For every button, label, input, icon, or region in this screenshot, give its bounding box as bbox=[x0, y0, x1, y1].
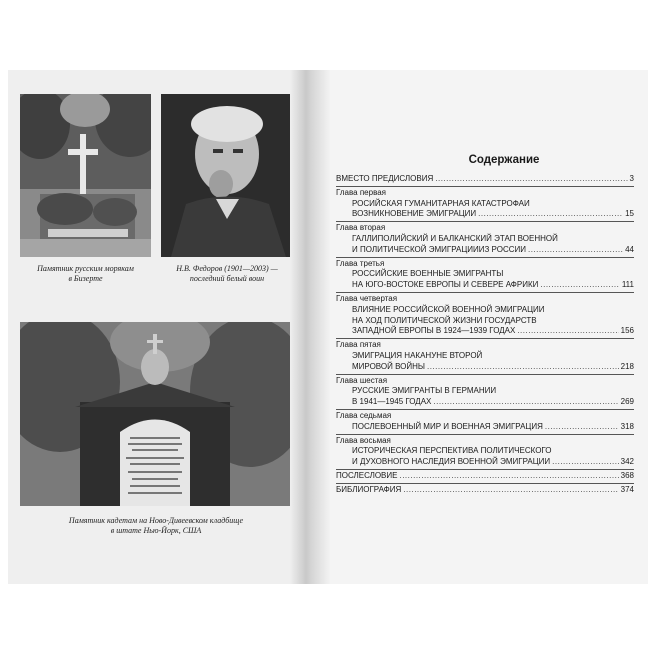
caption-line: Памятник кадетам на Ново-Дивеевском кладбище bbox=[68, 516, 244, 525]
toc-leader-dots bbox=[399, 471, 618, 481]
toc-chapter-label: Глава вторая bbox=[336, 223, 386, 233]
toc-chapter-label: Глава первая bbox=[336, 187, 387, 197]
toc-entry-title: ЭМИГРАЦИЯ НАКАНУНЕ ВТОРОЙ bbox=[352, 351, 483, 360]
toc-chapter-label: Глава пятая bbox=[336, 340, 381, 350]
right-page bbox=[330, 70, 648, 584]
caption-bizerte bbox=[20, 264, 151, 284]
toc-entry-title: РОСИЙСКАЯ ГУМАНИТАРНАЯ КАТАСТРОФАИ bbox=[352, 198, 530, 208]
toc-page-number: 318 bbox=[620, 421, 634, 431]
toc-leader-dots bbox=[552, 457, 618, 467]
toc-separator bbox=[336, 338, 634, 339]
toc-page-number: 44 bbox=[625, 244, 634, 254]
caption-cadets bbox=[20, 516, 292, 536]
toc-entry-row bbox=[352, 397, 634, 407]
toc-entry-title: НА ЮГО-ВОСТОКЕ ЕВРОПЫ И СЕВЕРЕ АФРИКИ bbox=[352, 280, 539, 290]
toc-separator bbox=[336, 374, 634, 375]
caption-line: в Бизерте bbox=[68, 274, 103, 283]
toc-page-number: 218 bbox=[620, 361, 634, 371]
toc-chapter-label: Глава восьмая bbox=[336, 435, 391, 445]
toc-entry-row bbox=[352, 280, 634, 290]
photo-fedorov-portrait bbox=[161, 94, 292, 257]
toc-entry-row bbox=[336, 485, 634, 495]
toc-entry-title: ВМЕСТО ПРЕДИСЛОВИЯ bbox=[336, 174, 434, 183]
toc-page-number: 342 bbox=[620, 457, 634, 467]
toc-chapter-label: Глава третья bbox=[336, 258, 385, 268]
toc-entry-row bbox=[352, 209, 634, 219]
toc-leader-dots bbox=[528, 245, 623, 255]
toc-entry-title: ВОЗНИКНОВЕНИЕ ЭМИГРАЦИИ bbox=[352, 209, 477, 219]
toc-chapter-label: Глава четвертая bbox=[336, 294, 398, 303]
toc-entry-title: РОССИЙСКИЕ ВОЕННЫЕ ЭМИГРАНТЫ bbox=[352, 269, 504, 279]
toc-separator bbox=[336, 292, 634, 293]
book-gutter bbox=[290, 70, 330, 584]
toc-chapter-label: Глава седьмая bbox=[336, 411, 392, 420]
toc-leader-dots bbox=[517, 326, 618, 336]
toc-entry-row bbox=[352, 362, 634, 372]
toc-page-number: 269 bbox=[620, 397, 634, 407]
caption-line: в штате Нью-Йорк, США bbox=[110, 526, 202, 535]
toc-entry-title: ГАЛЛИПОЛИЙСКИЙ И БАЛКАНСКИЙ ЭТАП ВОЕННОЙ bbox=[352, 234, 558, 243]
caption-line: Н.В. Федоров (1901—2003) — bbox=[176, 264, 278, 273]
toc-separator bbox=[336, 257, 634, 258]
toc-entry-row bbox=[352, 422, 634, 432]
toc-leader-dots bbox=[545, 422, 619, 432]
toc-entry-title: И ПОЛИТИЧЕСКОЙ ЭМИГРАЦИИИЗ РОССИИ bbox=[352, 244, 526, 254]
toc-entry-title: БИБЛИОГРАФИЯ bbox=[336, 484, 402, 494]
book-spread bbox=[8, 70, 648, 584]
caption-line: последний белый воин bbox=[189, 274, 265, 283]
toc-leader-dots bbox=[478, 209, 623, 219]
toc-leader-dots bbox=[403, 485, 618, 495]
toc-page-number: 368 bbox=[620, 471, 634, 480]
toc-entry-row bbox=[336, 174, 634, 184]
toc-entry-row bbox=[352, 457, 634, 467]
toc-separator bbox=[336, 469, 634, 470]
toc-title: Содержание bbox=[468, 154, 540, 166]
photo-cadets-monument bbox=[20, 322, 292, 506]
toc-entry-title: ИСТОРИЧЕСКАЯ ПЕРСПЕКТИВА ПОЛИТИЧЕСКОГО bbox=[352, 446, 552, 456]
toc-entry-row bbox=[352, 245, 634, 255]
toc-page-number: 15 bbox=[625, 209, 634, 219]
toc-entry-title: И ДУХОВНОГО НАСЛЕДИЯ ВОЕННОЙ ЭМИГРАЦИИ bbox=[352, 457, 551, 467]
toc-entry-title: РУССКИЕ ЭМИГРАНТЫ В ГЕРМАНИИ bbox=[352, 386, 497, 396]
toc-page-number: 374 bbox=[620, 484, 634, 494]
toc-entry-title: ПОСЛЕВОЕННЫЙ МИР И ВОЕННАЯ ЭМИГРАЦИЯ bbox=[352, 421, 543, 431]
left-page bbox=[8, 70, 300, 584]
toc-entry-title: ПОСЛЕСЛОВИЕ bbox=[336, 471, 398, 480]
toc-separator bbox=[336, 186, 634, 187]
toc-leader-dots bbox=[427, 362, 619, 372]
toc-chapter-label: Глава шестая bbox=[336, 375, 388, 385]
toc-entry-title: ЗАПАДНОЙ ЕВРОПЫ В 1924—1939 ГОДАХ bbox=[352, 326, 516, 336]
toc-leader-dots bbox=[435, 174, 627, 184]
toc-leader-dots bbox=[540, 280, 619, 290]
toc-entry-title: МИРОВОЙ ВОЙНЫ bbox=[352, 361, 425, 371]
caption-fedorov bbox=[156, 264, 298, 284]
toc-leader-dots bbox=[433, 397, 618, 407]
toc-entry-title: ВЛИЯНИЕ РОССИЙСКОЙ ВОЕННОЙ ЭМИГРАЦИИ bbox=[352, 304, 545, 314]
toc-separator bbox=[336, 221, 634, 222]
toc-entry-row bbox=[352, 326, 634, 336]
toc-entry-row bbox=[336, 471, 634, 481]
toc-separator bbox=[336, 409, 634, 410]
toc-entry-title: НА ХОД ПОЛИТИЧЕСКОЙ ЖИЗНИ ГОСУДАРСТВ bbox=[352, 315, 537, 325]
toc-separator bbox=[336, 483, 634, 484]
photo-bizerte-monument bbox=[20, 94, 151, 257]
toc-separator bbox=[336, 434, 634, 435]
toc-page-number: 111 bbox=[621, 280, 634, 290]
toc-entry-title: В 1941—1945 ГОДАХ bbox=[352, 397, 432, 407]
toc-page-number: 156 bbox=[620, 326, 634, 336]
toc-page-number: 3 bbox=[629, 174, 634, 183]
caption-line: Памятник русским морякам bbox=[37, 264, 134, 273]
